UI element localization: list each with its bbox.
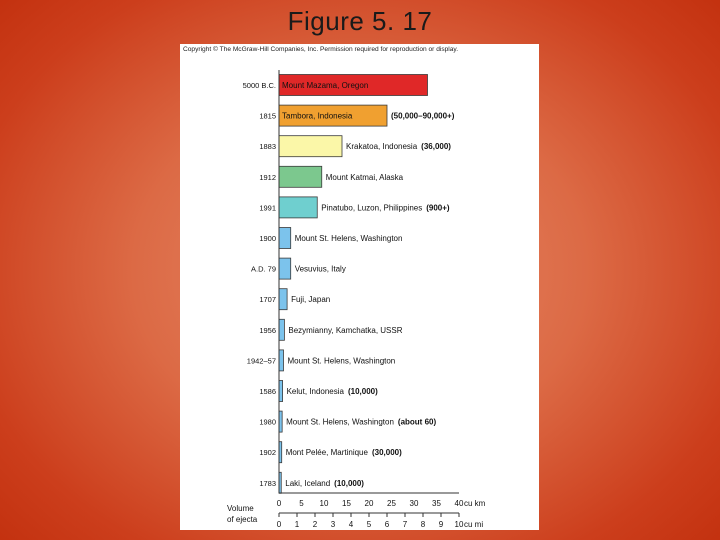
tick-label-mi: 10 [454, 520, 464, 529]
bar [279, 258, 291, 279]
volcano-label: Mount St. Helens, Washington [294, 234, 403, 243]
tick-label-km: 0 [276, 499, 282, 508]
bar [279, 228, 291, 249]
bar [279, 289, 287, 310]
tick-label-km: 10 [319, 499, 329, 508]
tick-label-mi: 9 [438, 520, 444, 529]
volcano-label: Mount St. Helens, Washington [286, 417, 394, 427]
volcano-label: Laki, Iceland [285, 478, 331, 488]
bar [279, 350, 284, 371]
tick-label-km: 35 [432, 499, 441, 508]
casualty-annotation: (10,000) [334, 478, 364, 488]
bar [279, 381, 283, 402]
tick-label-mi: 4 [348, 520, 354, 529]
year-label: 1956 [259, 325, 276, 335]
casualty-annotation: (10,000) [347, 387, 378, 396]
volcano-label: Fuji, Japan [291, 295, 331, 305]
tick-label-km: 5 [299, 499, 304, 508]
year-label: 1912 [259, 172, 276, 182]
tick-label-mi: 6 [384, 520, 390, 529]
volcano-label: Mont Pelée, Martinique [285, 448, 368, 458]
volcano-label: Pinatubo, Luzon, Philippines [321, 203, 423, 213]
tick-label-mi: 0 [276, 520, 282, 529]
year-label: A.D. 79 [250, 264, 276, 274]
volcano-label: Krakatoa, Indonesia [346, 142, 418, 152]
year-label: 1900 [259, 234, 276, 243]
year-label: 1991 [259, 203, 276, 213]
unit-label-km: cu km [464, 499, 486, 508]
tick-label-km: 15 [342, 499, 351, 508]
year-label: 1902 [259, 448, 276, 458]
slide-title: Figure 5. 17 [287, 6, 433, 36]
tick-label-mi: 2 [312, 520, 318, 529]
tick-label-km: 25 [387, 499, 396, 508]
volcano-label: Mount Katmai, Alaska [325, 172, 404, 182]
year-label: 1586 [259, 387, 276, 396]
casualty-annotation: (30,000) [371, 448, 402, 458]
bar [279, 136, 342, 157]
casualty-annotation: (about 60) [397, 417, 437, 427]
year-label: 1883 [259, 142, 276, 152]
bar [279, 197, 317, 218]
volcano-label: Mount Mazama, Oregon [282, 81, 369, 90]
tick-label-km: 20 [364, 499, 374, 508]
volcano-label: Bezymianny, Kamchatka, USSR [288, 325, 403, 335]
tick-label-mi: 3 [330, 520, 336, 529]
volcano-label: Mount St. Helens, Washington [287, 356, 396, 366]
x-axis-title: Volume [227, 504, 254, 513]
casualty-annotation: (36,000) [421, 142, 451, 152]
year-label: 1942–57 [246, 356, 276, 366]
tick-label-km: 40 [454, 499, 464, 508]
tick-label-mi: 7 [402, 520, 408, 529]
tick-label-mi: 5 [366, 520, 372, 529]
volcano-label: Kelut, Indonesia [286, 387, 344, 396]
tick-label-mi: 8 [420, 520, 426, 529]
casualty-annotation: (900+) [426, 203, 450, 213]
year-label: 1815 [259, 111, 276, 121]
volcano-label: Tambora, Indonesia [282, 111, 353, 121]
tick-label-mi: 1 [294, 520, 300, 529]
tick-label-km: 30 [409, 499, 419, 508]
bar [279, 166, 322, 187]
year-label: 1707 [259, 295, 276, 305]
year-label: 1783 [259, 478, 276, 488]
year-label: 1980 [259, 417, 276, 427]
casualty-annotation: (50,000–90,000+) [391, 111, 455, 121]
year-label: 5000 B.C. [242, 81, 276, 90]
x-axis-title-line2: of ejecta [227, 515, 258, 524]
unit-label-mi: cu mi [464, 520, 484, 529]
volcano-label: Vesuvius, Italy [294, 264, 346, 274]
bar [279, 319, 284, 340]
copyright-notice: Copyright © The McGraw-Hill Companies, Inc. Permission required for reproduction or display. [183, 46, 459, 53]
